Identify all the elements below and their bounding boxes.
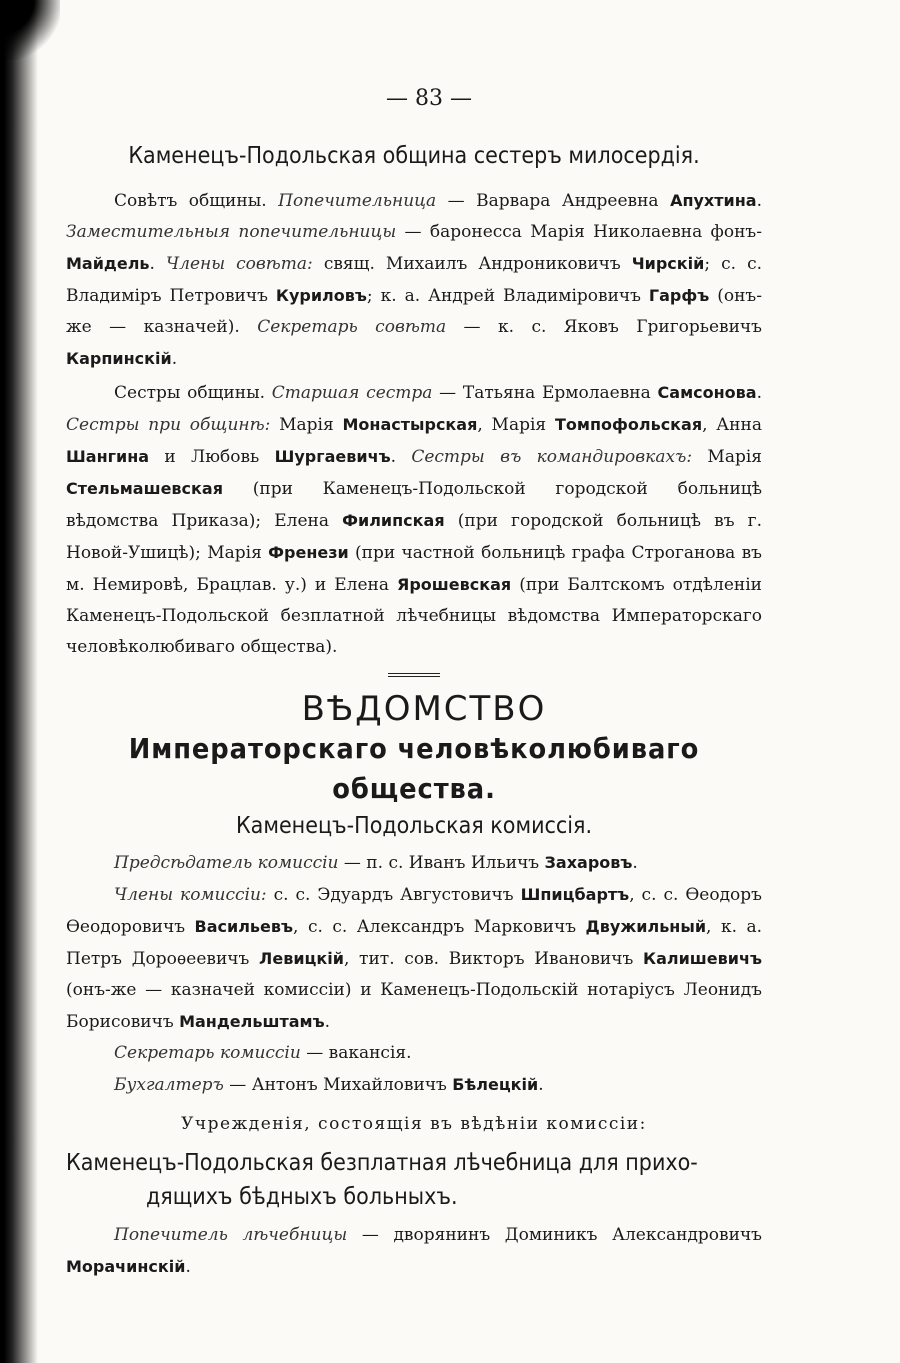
paragraph-commission-secretary: Секретарь комиссіи — вакансія. <box>114 1043 412 1063</box>
paragraph-commission-chair: Предсѣдатель комиссіи — п. с. Иванъ Ильичъ Захаровъ. <box>114 853 638 873</box>
paragraph-commission-members: Члены комиссіи: с. с. Эдуардъ Августовичъ Шпицбартъ, с. с. Өеодоръ Өеодоровичъ Васильевъ, с. с. Александръ Марковичъ Двужильный, к. а. Петръ Дороѳеевичъ Левицкій, тит. сов. Викторъ Ивановичъ Калишевичъ (онъ-же — казначей комиссіи) и Каменецъ-Подольскій нотаріусъ Леонидъ Борисовичъ Мандельштамъ. <box>66 885 763 1032</box>
section-heading-sisters-community: Каменецъ-Подольская община сестеръ милосердія. <box>128 143 700 169</box>
commission-heading: Каменецъ-Подольская комиссія. <box>235 813 593 839</box>
page-number: — 83 — <box>386 86 472 111</box>
clinic-heading <box>66 1146 762 1214</box>
department-subtitle: Императорскаго человѣколюбиваго общества. <box>128 732 700 805</box>
clinic-heading-line2: дящихъ бѣдныхъ больныхъ. <box>146 1184 458 1210</box>
section-divider <box>388 673 440 677</box>
paragraph-community-sisters: Сестры общины. Старшая сестра — Татьяна Ермолаевна Самсонова. Сестры при общинѣ: Марія Монастырская, Марія Томпофольская, Анна Шангина и Любовь Шургаевичъ. Сестры въ командировкахъ: Марія Стельмашевская (при Каменецъ-Подольской городской больницѣ вѣдомства Приказа); Елена Филипская (при городской больницѣ въ г. Новой-Ушицѣ); Марія Френези (при частной больницѣ графа Строганова въ м. Немировѣ, Брацлав. у.) и Елена Ярошевская (при Балтскомъ отдѣленіи Каменецъ-Подольской безплатной лѣчебницы вѣдомства Императорскаго человѣколюбиваго общества). <box>66 383 763 657</box>
institutions-heading: Учрежденія, состоящія въ вѣдѣніи комиссіи: <box>181 1114 647 1134</box>
clinic-heading-line1: Каменецъ-Подольская безплатная лѣчебница для прихо- <box>66 1150 698 1176</box>
page-content <box>66 86 762 1283</box>
paragraph-community-council: Совѣтъ общины. Попечительница — Варвара Андреевна Апухтина. Заместительныя попечительницы — баронесса Марія Николаевна фонъ-Майдель. Члены совѣта: свящ. Михаилъ Андрониковичъ Чирскій; с. с. Владиміръ Петровичъ Куриловъ; к. а. Андрей Владиміровичъ Гарфъ (онъ-же — казначей). Секретарь совѣта — к. с. Яковъ Григорьевичъ Карпинскій. <box>66 191 763 369</box>
department-title: ВѢДОМСТВО <box>301 689 547 729</box>
page-binding-edge <box>0 0 40 1363</box>
page-corner-shadow <box>0 0 60 60</box>
paragraph-commission-accountant: Бухгалтеръ — Антонъ Михайловичъ Бѣлецкій. <box>114 1075 544 1095</box>
paragraph-clinic-trustee: Попечитель лѣчебницы — дворянинъ Доминикъ Александровичъ Морачинскій. <box>66 1225 763 1277</box>
